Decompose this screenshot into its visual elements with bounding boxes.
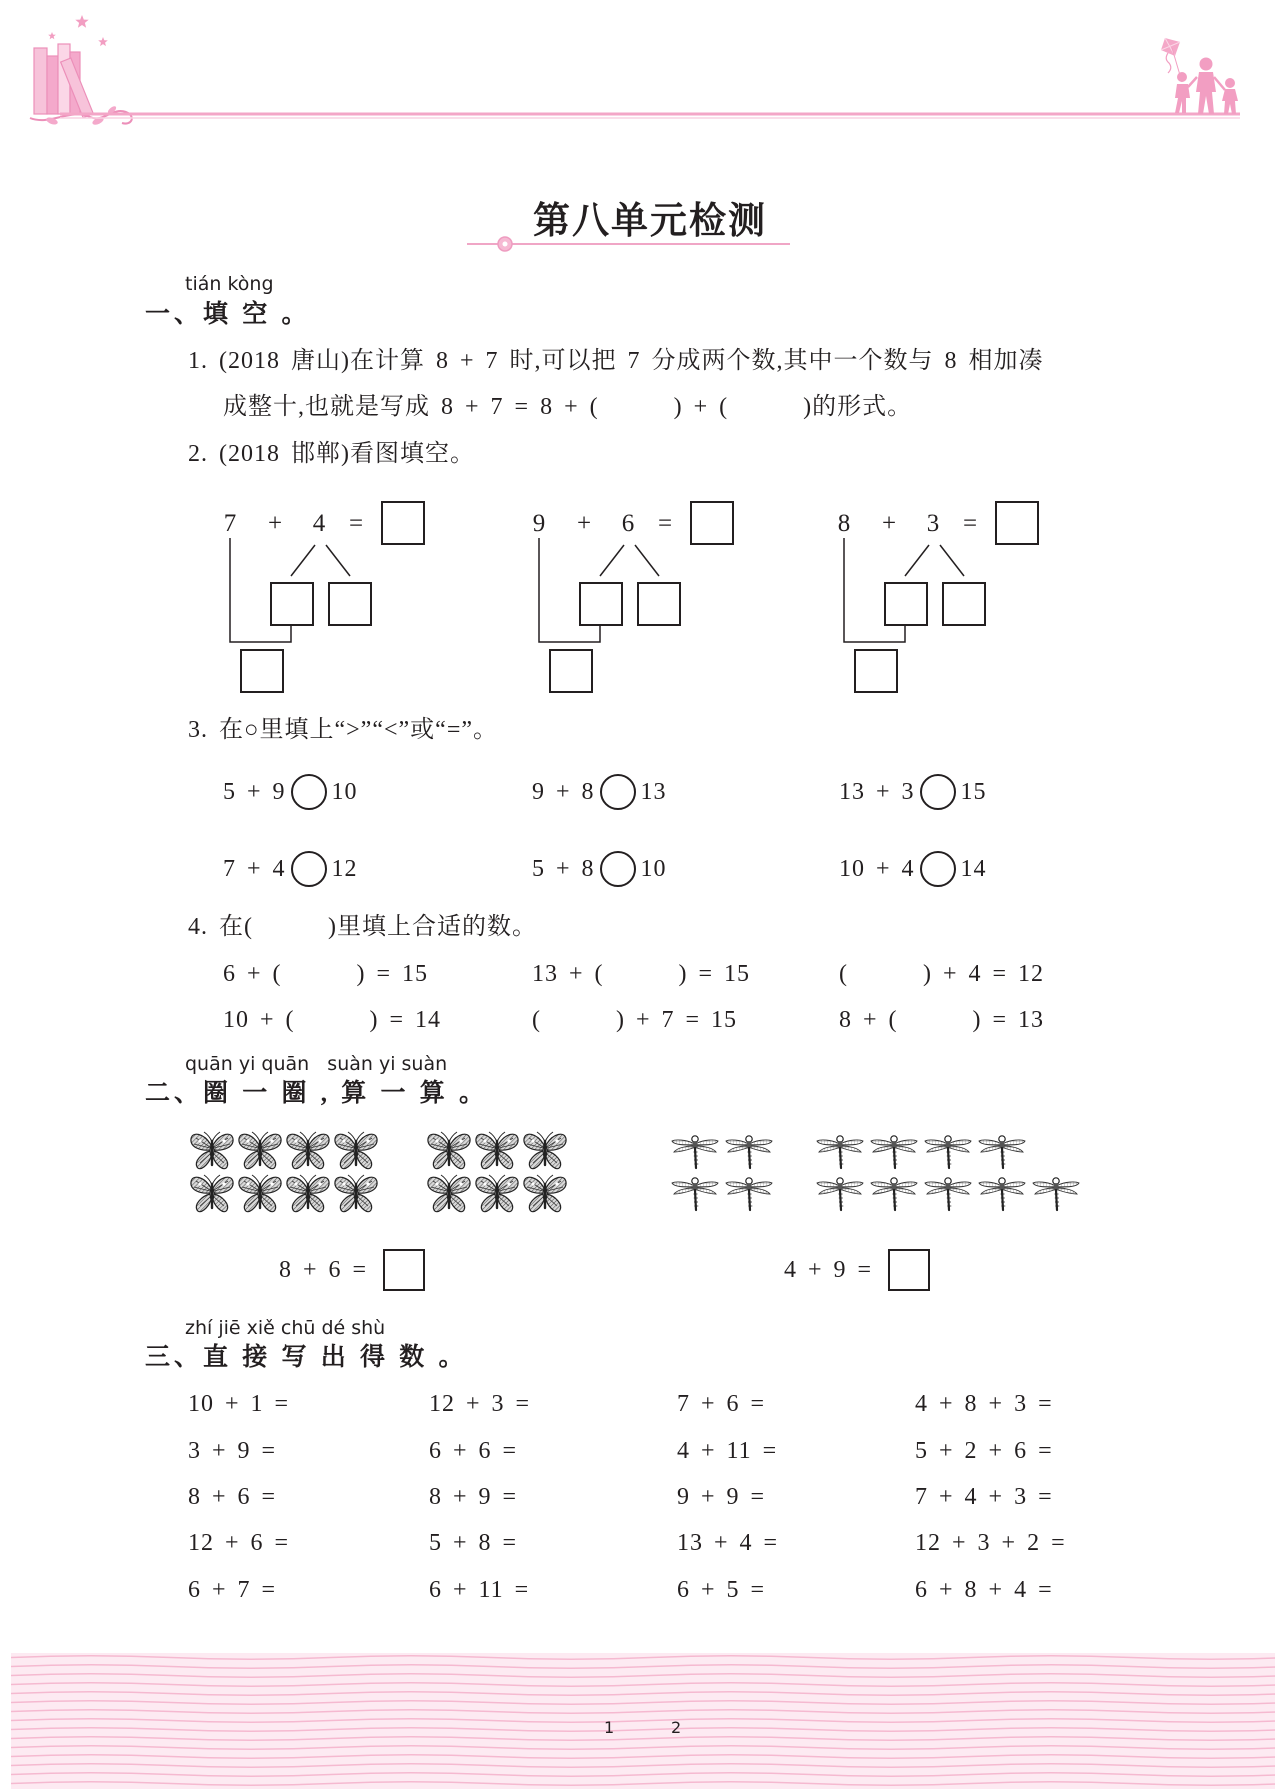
arithmetic-item: 12 + 6 = bbox=[188, 1530, 290, 1556]
first-addend: 7 bbox=[223, 510, 237, 537]
butterfly-icon bbox=[524, 1132, 566, 1169]
split-box-right bbox=[943, 583, 985, 625]
compare-circle bbox=[600, 851, 636, 887]
second-addend: 4 bbox=[312, 510, 326, 537]
butterfly-group bbox=[428, 1132, 566, 1212]
compare-item bbox=[839, 849, 987, 889]
section2-heading: 二、圈 一 圈 , 算 一 算 。 bbox=[145, 1080, 489, 1107]
dragonfly-icon bbox=[817, 1178, 863, 1210]
section3-pinyin: zhí jiē xiě chū dé shù bbox=[185, 1317, 386, 1339]
combine-bracket bbox=[230, 538, 291, 642]
arithmetic-item: 10 + 1 = bbox=[188, 1391, 290, 1417]
star-icon bbox=[98, 37, 108, 46]
arithmetic-item: 8 + 9 = bbox=[429, 1484, 518, 1510]
arithmetic-item: 5 + 2 + 6 = bbox=[915, 1438, 1053, 1464]
split-box-right bbox=[638, 583, 680, 625]
split-line-left bbox=[905, 545, 929, 576]
arithmetic-item: 9 + 9 = bbox=[677, 1484, 766, 1510]
first-addend: 8 bbox=[837, 510, 851, 537]
first-addend: 9 bbox=[532, 510, 546, 537]
dragonfly-icon bbox=[871, 1178, 917, 1210]
compare-left: 7 + 4 bbox=[223, 856, 286, 882]
compare-left: 5 + 8 bbox=[532, 856, 595, 882]
answer-box bbox=[888, 1249, 930, 1291]
page-title: 第八单元检测 bbox=[533, 201, 767, 242]
sum-answer-box bbox=[996, 502, 1038, 544]
compare-left: 13 + 3 bbox=[839, 779, 915, 805]
butterfly-icon bbox=[335, 1132, 377, 1169]
fill-blank-item: ( ) + 4 = 12 bbox=[839, 961, 1045, 987]
dragonfly-icon bbox=[925, 1178, 971, 1210]
counting-pictures bbox=[0, 1120, 1287, 1230]
equation-text: 4 + 9 = bbox=[784, 1257, 873, 1283]
compare-left: 9 + 8 bbox=[532, 779, 595, 805]
arithmetic-item: 13 + 4 = bbox=[677, 1530, 779, 1556]
split-box-left bbox=[580, 583, 622, 625]
question4-prompt: 4. 在( )里填上合适的数。 bbox=[188, 914, 537, 940]
dragonfly-icon bbox=[672, 1136, 718, 1168]
split-line-left bbox=[291, 545, 315, 576]
combine-bracket bbox=[539, 538, 600, 642]
question1-line2: 成整十,也就是写成 8 + 7 = 8 + ( ) + ( )的形式。 bbox=[223, 394, 913, 420]
decomposition-diagrams bbox=[0, 480, 1287, 710]
plus-sign: + bbox=[267, 510, 283, 537]
plus-sign: + bbox=[576, 510, 592, 537]
arithmetic-item: 6 + 6 = bbox=[429, 1438, 518, 1464]
butterfly-icon bbox=[428, 1175, 470, 1212]
butterfly-group bbox=[191, 1132, 377, 1212]
butterfly-icon bbox=[287, 1132, 329, 1169]
arithmetic-item: 4 + 11 = bbox=[677, 1438, 778, 1464]
compare-circle bbox=[600, 774, 636, 810]
arithmetic-item: 3 + 9 = bbox=[188, 1438, 277, 1464]
compare-right: 12 bbox=[331, 856, 358, 882]
dragonfly-icon bbox=[979, 1136, 1025, 1168]
question3-prompt: 3. 在○里填上“>”“<”或“=”。 bbox=[188, 717, 499, 743]
arithmetic-item: 6 + 8 + 4 = bbox=[915, 1577, 1053, 1603]
dragonfly-group bbox=[672, 1136, 772, 1210]
arithmetic-item: 5 + 8 = bbox=[429, 1530, 518, 1556]
dragonfly-group bbox=[817, 1136, 1079, 1210]
sum-answer-box bbox=[691, 502, 733, 544]
compare-item bbox=[532, 849, 667, 889]
butterfly-icon bbox=[239, 1132, 281, 1169]
compare-right: 10 bbox=[331, 779, 358, 805]
butterfly-icon bbox=[287, 1175, 329, 1212]
compare-item bbox=[223, 772, 358, 812]
compare-circle bbox=[920, 851, 956, 887]
arithmetic-item: 8 + 6 = bbox=[188, 1484, 277, 1510]
ten-answer-box bbox=[855, 650, 897, 692]
split-box-right bbox=[329, 583, 371, 625]
ten-answer-box bbox=[550, 650, 592, 692]
butterfly-icon bbox=[476, 1175, 518, 1212]
arithmetic-item: 12 + 3 = bbox=[429, 1391, 531, 1417]
dragonfly-icon bbox=[925, 1136, 971, 1168]
fill-blank-item: 13 + ( ) = 15 bbox=[532, 961, 751, 987]
butterfly-icon bbox=[476, 1132, 518, 1169]
arithmetic-item: 6 + 11 = bbox=[429, 1577, 530, 1603]
books-icon bbox=[34, 44, 93, 118]
compare-right: 15 bbox=[960, 779, 987, 805]
split-line-left bbox=[600, 545, 624, 576]
star-icon bbox=[48, 32, 56, 39]
ten-answer-box bbox=[241, 650, 283, 692]
equation-text: 8 + 6 = bbox=[279, 1257, 368, 1283]
compare-item bbox=[839, 772, 987, 812]
butterfly-icon bbox=[428, 1132, 470, 1169]
sum-answer-box bbox=[382, 502, 424, 544]
equals-sign: = bbox=[962, 510, 978, 537]
compare-item bbox=[532, 772, 667, 812]
dragonfly-icon bbox=[726, 1136, 772, 1168]
arithmetic-item: 7 + 6 = bbox=[677, 1391, 766, 1417]
fill-blank-item: 6 + ( ) = 15 bbox=[223, 961, 429, 987]
second-addend: 3 bbox=[926, 510, 940, 537]
section3-heading: 三、直 接 写 出 得 数 。 bbox=[145, 1344, 468, 1371]
split-box-left bbox=[885, 583, 927, 625]
header-rule bbox=[60, 114, 1240, 118]
compare-left: 10 + 4 bbox=[839, 856, 915, 882]
arithmetic-item: 7 + 4 + 3 = bbox=[915, 1484, 1053, 1510]
butterfly-icon bbox=[239, 1175, 281, 1212]
equals-sign: = bbox=[348, 510, 364, 537]
equation-dragonflies bbox=[784, 1249, 930, 1291]
split-line-right bbox=[635, 545, 659, 576]
second-addend: 6 bbox=[621, 510, 635, 537]
dragonfly-icon bbox=[871, 1136, 917, 1168]
butterfly-icon bbox=[335, 1175, 377, 1212]
fill-blank-item: 10 + ( ) = 14 bbox=[223, 1007, 442, 1033]
compare-circle bbox=[291, 774, 327, 810]
fill-blank-item: 8 + ( ) = 13 bbox=[839, 1007, 1045, 1033]
equals-sign: = bbox=[657, 510, 673, 537]
split-line-right bbox=[940, 545, 964, 576]
compare-item bbox=[223, 849, 358, 889]
dragonfly-icon bbox=[672, 1178, 718, 1210]
butterfly-icon bbox=[191, 1175, 233, 1212]
compare-circle bbox=[920, 774, 956, 810]
answer-box bbox=[383, 1249, 425, 1291]
plus-sign: + bbox=[881, 510, 897, 537]
footer-wave-band bbox=[11, 1653, 1275, 1789]
section1-pinyin: tián kòng bbox=[185, 273, 274, 295]
compare-left: 5 + 9 bbox=[223, 779, 286, 805]
equation-butterflies bbox=[279, 1249, 425, 1291]
diagram-3 bbox=[838, 502, 1038, 692]
arithmetic-item: 4 + 8 + 3 = bbox=[915, 1391, 1053, 1417]
fill-blank-item: ( ) + 7 = 15 bbox=[532, 1007, 738, 1033]
butterfly-icon bbox=[524, 1175, 566, 1212]
split-line-right bbox=[326, 545, 350, 576]
page-number-left: 1 bbox=[604, 1718, 615, 1737]
dragonfly-icon bbox=[1033, 1178, 1079, 1210]
compare-right: 14 bbox=[960, 856, 987, 882]
split-box-left bbox=[271, 583, 313, 625]
compare-circle bbox=[291, 851, 327, 887]
dragonfly-icon bbox=[726, 1178, 772, 1210]
compare-right: 10 bbox=[640, 856, 667, 882]
question2-prompt: 2. (2018 邯郸)看图填空。 bbox=[188, 441, 475, 467]
section1-heading: 一、填 空 。 bbox=[145, 301, 311, 328]
dragonfly-icon bbox=[817, 1136, 863, 1168]
diagram-1 bbox=[224, 502, 424, 692]
combine-bracket bbox=[844, 538, 905, 642]
dragonfly-icon bbox=[979, 1178, 1025, 1210]
star-icon bbox=[75, 15, 88, 28]
arithmetic-item: 6 + 5 = bbox=[677, 1577, 766, 1603]
arithmetic-item: 6 + 7 = bbox=[188, 1577, 277, 1603]
question1-line1: 1. (2018 唐山)在计算 8 + 7 时,可以把 7 分成两个数,其中一个数与 8 相加凑 bbox=[188, 348, 1044, 374]
section2-pinyin: quān yi quān suàn yi suàn bbox=[185, 1053, 448, 1075]
compare-right: 13 bbox=[640, 779, 667, 805]
children-silhouette-icon bbox=[1175, 58, 1238, 115]
butterfly-icon bbox=[191, 1132, 233, 1169]
diagram-2 bbox=[533, 502, 733, 692]
page-number-right: 2 bbox=[671, 1718, 682, 1737]
arithmetic-item: 12 + 3 + 2 = bbox=[915, 1530, 1066, 1556]
